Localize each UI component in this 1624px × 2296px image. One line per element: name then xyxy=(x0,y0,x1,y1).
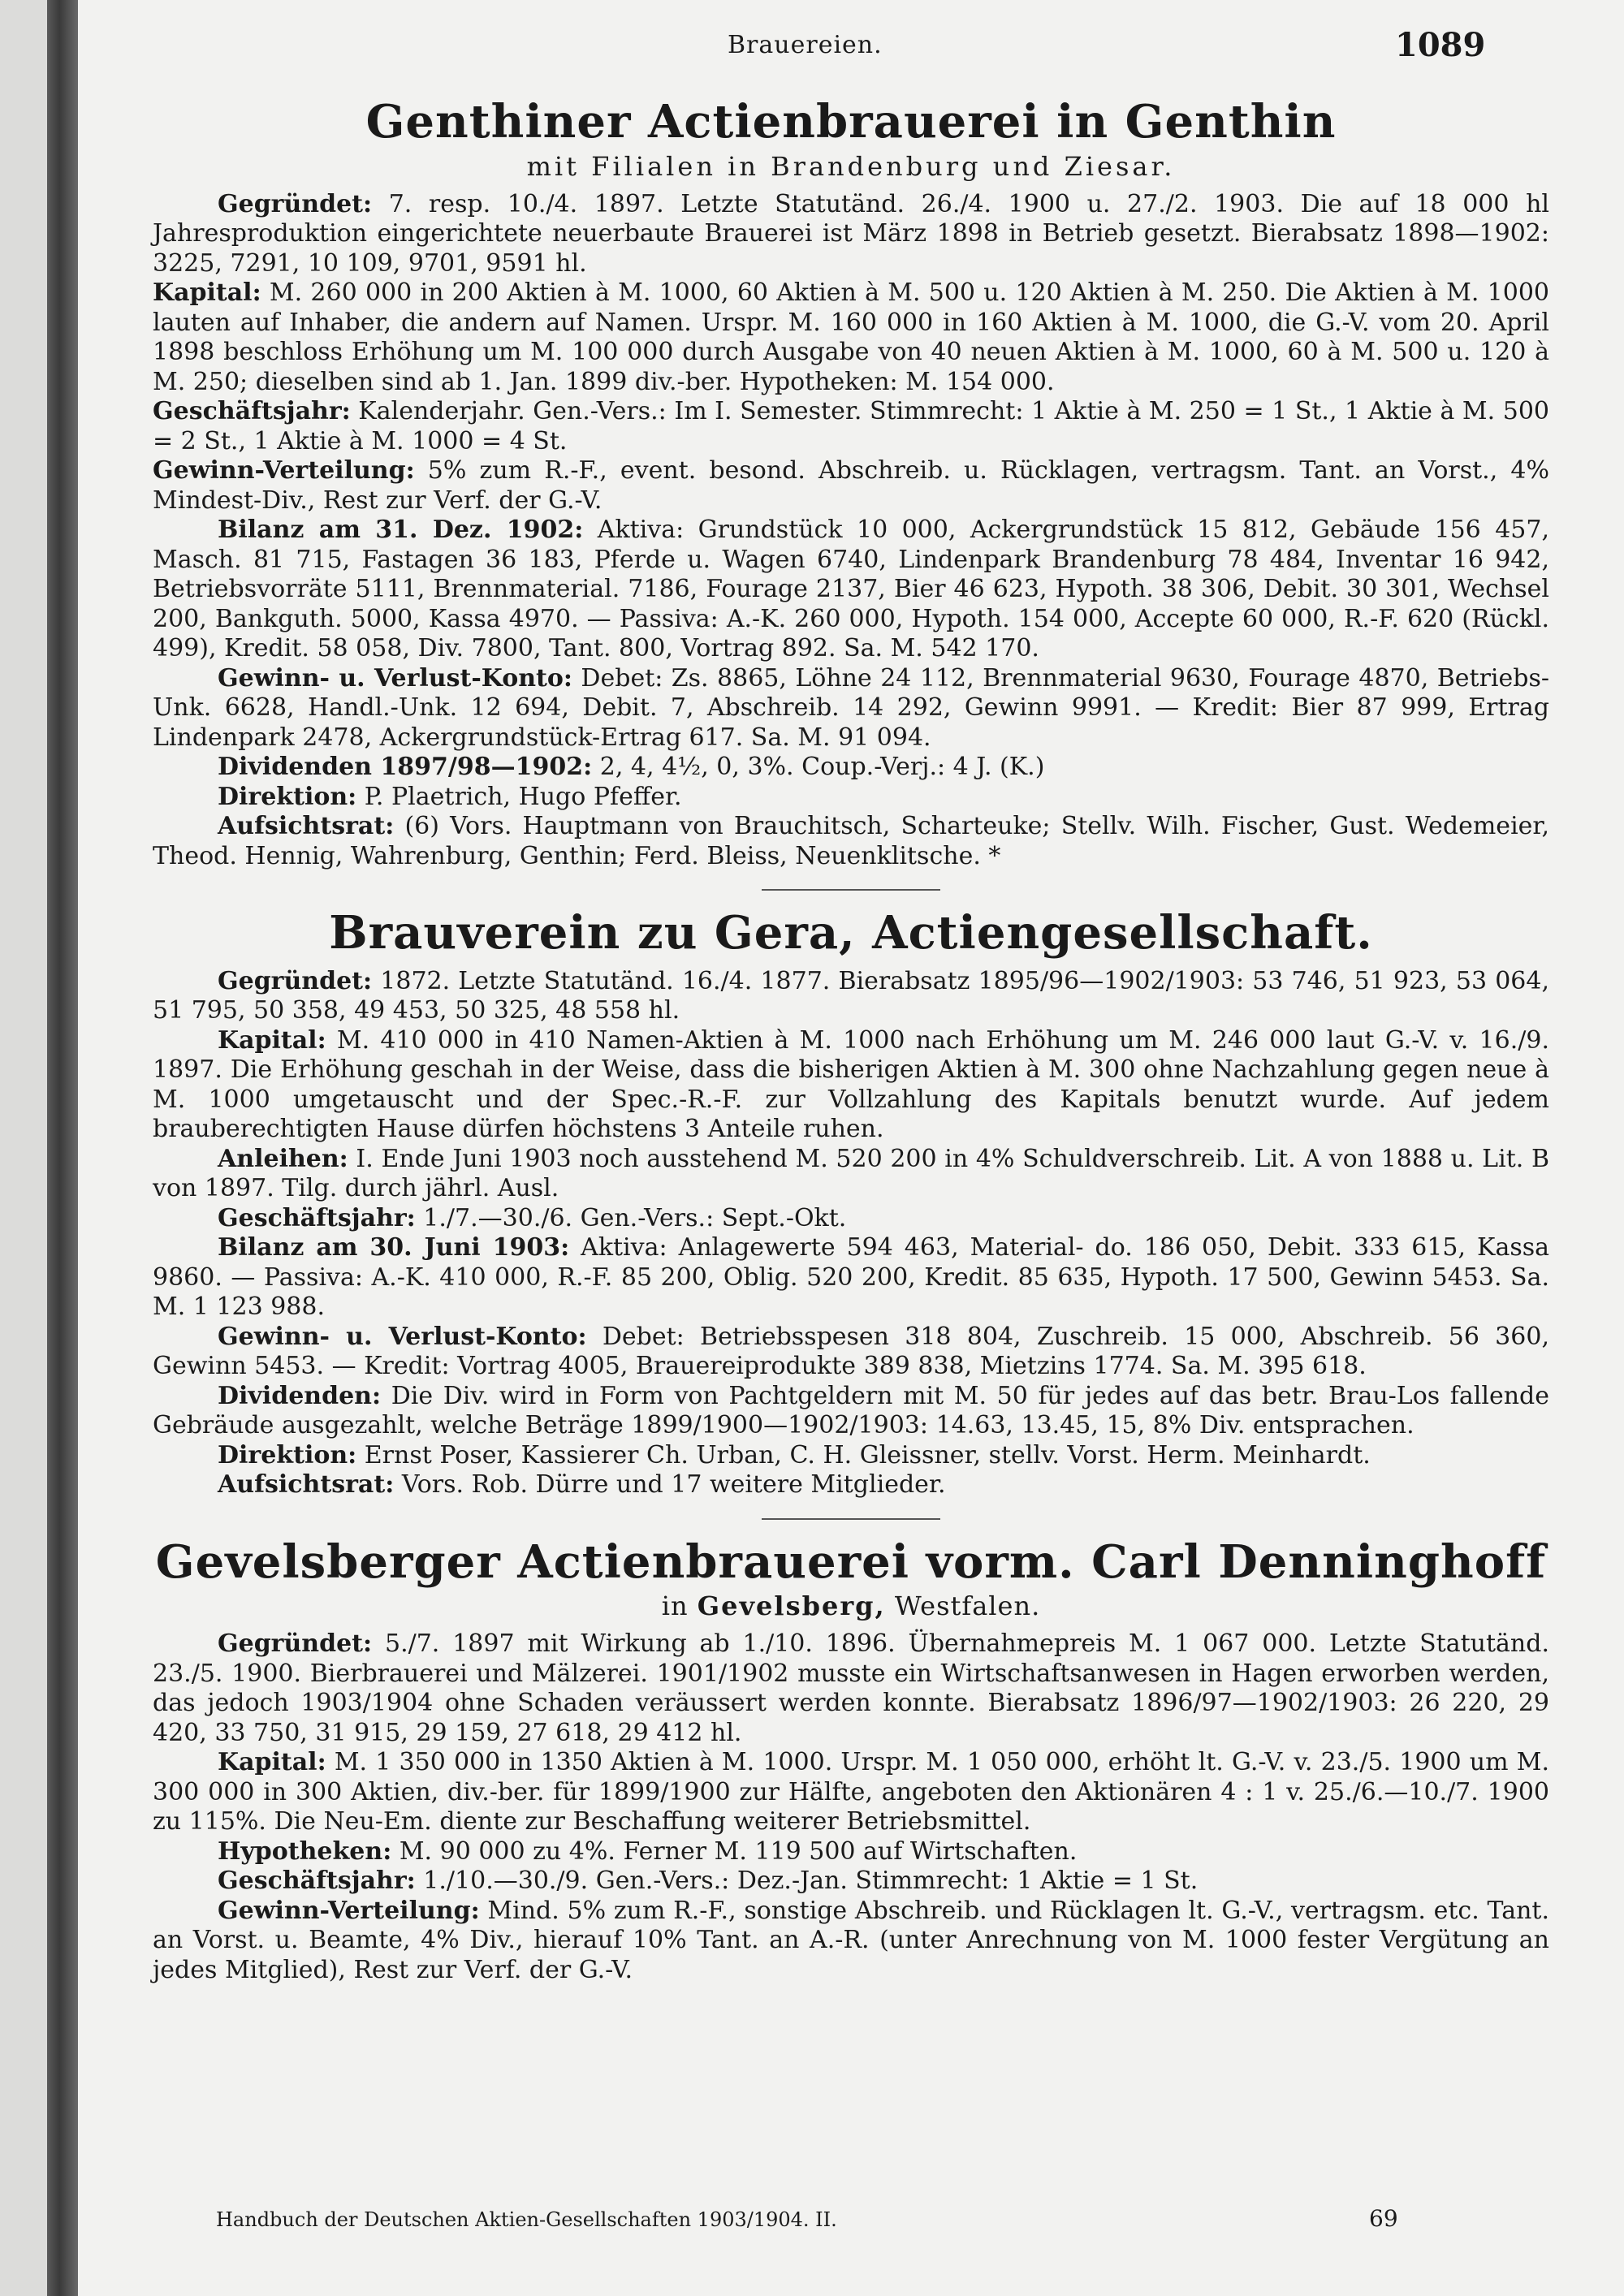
running-header xyxy=(78,26,1624,64)
paragraph-profit-loss: Gewinn- u. Verlust-Konto: Debet: Zs. 8865, Löhne 24 112, Brennmaterial 9630, Fourage 4870, Betriebs-Unk. 6628, Handl.-Unk. 12 694, Debit. 7, Abschreib. 14 292, Gewinn 9991. — Kredit: Bier 87 999, Ertrag Lindenpark 2478, Ackergrundstück-Ertrag 617. Sa. M. 91 094. xyxy=(153,663,1550,752)
company-entry xyxy=(153,1534,1549,1986)
paragraph-capital: Kapital: M. 1 350 000 in 1350 Aktien à M. 1000. Urspr. M. 1 050 000, erhöht lt. G.-V. v. 23./5. 1900 um M. 300 000 in 300 Aktien, div.-ber. für 1899/1900 zur Hälfte, angeboten den Aktionären 4 : 1 v. 25./6.—10./7. 1900 zu 115%. Die Neu-Em. diente zur Beschaffung weiterer Betriebsmittel. xyxy=(153,1748,1549,1836)
page xyxy=(78,0,1624,2296)
section-title: Brauereien. xyxy=(728,31,883,59)
company-entry xyxy=(153,908,1549,1500)
paragraph-fiscal-year: Geschäftsjahr: 1./7.—30./6. Gen.-Vers.: Sept.-Okt. xyxy=(218,1203,847,1232)
footer-text: Handbuch der Deutschen Aktien-Gesellschaften 1903/1904. II. xyxy=(216,2208,837,2231)
footer-signature: 69 xyxy=(1369,2205,1398,2232)
paragraph-fiscal-year: Geschäftsjahr: Kalenderjahr. Gen.-Vers.: Im I. Semester. Stimmrecht: 1 Aktie à M. 250 = 1 St., 1 Aktie à M. 500 = 2 St., 1 Aktie à M. 1000 = 4 St. xyxy=(153,397,1549,455)
company-subtitle: mit Filialen in Brandenburg und Ziesar. xyxy=(526,150,1176,182)
paragraph-supervisory-board: Aufsichtsrat: Vors. Rob. Dürre und 17 weitere Mitglieder. xyxy=(218,1470,946,1500)
paragraph-supervisory-board: Aufsichtsrat: (6) Vors. Hauptmann von Brauchitsch, Scharteuke; Stellv. Wilh. Fischer, Gust. Wedemeier, Theod. Hennig, Wahrenburg, Genthin; Ferd. Bleiss, Neuenklitsche. * xyxy=(153,812,1549,870)
section-divider xyxy=(762,889,940,891)
paragraph-balance: Bilanz am 30. Juni 1903: Aktiva: Anlagewerte 594 463, Material- do. 186 050, Debit. 333 615, Kassa 9860. — Passiva: A.-K. 410 000, R.-F. 85 200, Oblig. 520 200, Kredit. 85 635, Hypoth. 17 500, Gewinn 5453. Sa. M. 1 123 988. xyxy=(153,1233,1550,1322)
paragraph-management: Direktion: Ernst Poser, Kassierer Ch. Urban, C. H. Gleissner, stellv. Vorst. Herm. Meinhardt. xyxy=(218,1440,1371,1470)
content xyxy=(153,97,1549,1985)
paragraph-loans: Anleihen: I. Ende Juni 1903 noch ausstehend M. 520 200 in 4% Schuldverschreib. Lit. A von 1888 u. Lit. B von 1897. Tilg. durch jährl. Ausl. xyxy=(153,1144,1549,1203)
paragraph-mortgages: Hypotheken: M. 90 000 zu 4%. Ferner M. 119 500 auf Wirtschaften. xyxy=(218,1836,1078,1866)
paragraph-founded: Gegründet: 5./7. 1897 mit Wirkung ab 1./10. 1896. Übernahmepreis M. 1 067 000. Letzte Statutänd. 23./5. 1900. Bierbrauerei und Mälzerei. 1901/1902 musste ein Wirtschaftsanwesen in Hagen erworben werden, das jedoch 1903/1904 ohne Schaden veräussert werden konnte. Bierabsatz 1896/97—1902/1903: 26 220, 29 420, 33 750, 31 915, 29 159, 27 618, 29 412 hl. xyxy=(153,1629,1549,1747)
paragraph-management: Direktion: P. Plaetrich, Hugo Pfeffer. xyxy=(218,782,682,811)
left-page-margin xyxy=(0,0,47,2296)
page-footer xyxy=(216,2205,1580,2232)
paragraph-capital: Kapital: M. 260 000 in 200 Aktien à M. 1000, 60 Aktien à M. 500 u. 120 Aktien à M. 250. Die Aktien à M. 1000 lauten auf Inhaber, die andern auf Namen. Urspr. M. 160 000 in 160 Aktien à M. 1000, die G.-V. vom 20. April 1898 beschloss Erhöhung um M. 100 000 durch Ausgabe von 40 neuen Aktien à M. 1000, 60 à M. 500 u. 120 à M. 250; dieselben sind ab 1. Jan. 1899 div.-ber. Hypotheken: M. 154 000. xyxy=(153,278,1549,396)
paragraph-founded: Gegründet: 1872. Letzte Statutänd. 16./4. 1877. Bierabsatz 1895/96—1902/1903: 53 746, 51 923, 53 064, 51 795, 50 358, 49 453, 50 325, 48 558 hl. xyxy=(153,966,1549,1025)
paragraph-founded: Gegründet: 7. resp. 10./4. 1897. Letzte Statutänd. 26./4. 1900 u. 27./2. 1903. Die auf 18 000 hl Jahresproduktion eingerichtete neuerbaute Brauerei ist März 1898 in Betrieb gesetzt. Bierabsatz 1898—1902: 3225, 7291, 10 109, 9701, 9591 hl. xyxy=(153,189,1549,278)
paragraph-profit-loss: Gewinn- u. Verlust-Konto: Debet: Betriebsspesen 318 804, Zuschreib. 15 000, Abschreib. 56 360, Gewinn 5453. — Kredit: Vortrag 4005, Brauereiprodukte 389 838, Mietzins 1774. Sa. M. 395 618. xyxy=(153,1322,1549,1381)
paragraph-balance: Bilanz am 31. Dez. 1902: Aktiva: Grundstück 10 000, Ackergrundstück 15 812, Gebäude 156 457, Masch. 81 715, Fastagen 36 183, Pferde u. Wagen 6740, Lindenpark Brandenburg 78 484, Inventar 16 942, Betriebsvorräte 5111, Brennmaterial. 7186, Fourage 2137, Bier 46 623, Hypoth. 38 306, Debit. 30 301, Wechsel 200, Bankguth. 5000, Kassa 4970. — Passiva: A.-K. 260 000, Hypoth. 154 000, Accepte 60 000, R.-F. 620 (Rückl. 499), Kredit. 58 058, Div. 7800, Tant. 800, Vortrag 892. Sa. M. 542 170. xyxy=(153,516,1549,663)
paragraph-profit-distribution: Gewinn-Verteilung: 5% zum R.-F., event. besond. Abschreib. u. Rücklagen, vertragsm. Tant. an Vorst., 4% Mindest-Div., Rest zur Verf. der G.-V. xyxy=(153,456,1549,515)
section-divider xyxy=(762,1518,940,1520)
company-title: Brauverein zu Gera, Actiengesellschaft. xyxy=(329,906,1373,960)
paragraph-dividends: Dividenden 1897/98—1902: 2, 4, 4½, 0, 3%. Coup.-Verj.: 4 J. (K.) xyxy=(218,753,1045,782)
page-number: 1089 xyxy=(1395,26,1486,64)
paragraph-fiscal-year: Geschäftsjahr: 1./10.—30./9. Gen.-Vers.: Dez.-Jan. Stimmrecht: 1 Aktie = 1 St. xyxy=(218,1867,1199,1896)
book-spine xyxy=(47,0,78,2296)
company-entry xyxy=(153,97,1549,871)
paragraph-profit-distribution: Gewinn-Verteilung: Mind. 5% zum R.-F., sonstige Abschreib. und Rücklagen lt. G.-V., vertragsm. etc. Tant. an Vorst. u. Beamte, 4% Div., hierauf 10% Tant. an A.-R. (unter Anrechnung von M. 1000 fester Vergütung an jedes Mitglied), Rest zur Verf. der G.-V. xyxy=(153,1896,1549,1984)
paragraph-dividends: Dividenden: Die Div. wird in Form von Pachtgeldern mit M. 50 für jedes auf das betr. Brau-Los fallende Gebräude ausgezahlt, welche Beträge 1899/1900—1902/1903: 14.63, 13.45, 15, 8% Div. entsprachen. xyxy=(153,1381,1549,1440)
company-title: Gevelsberger Actienbrauerei vorm. Carl Denninghoff xyxy=(155,1534,1547,1589)
company-title: Genthiner Actienbrauerei in Genthin xyxy=(365,95,1337,149)
company-subtitle: in Gevelsberg, Westfalen. xyxy=(661,1590,1041,1622)
paragraph-capital: Kapital: M. 410 000 in 410 Namen-Aktien à M. 1000 nach Erhöhung um M. 246 000 laut G.-V. v. 16./9. 1897. Die Erhöhung geschah in der Weise, dass die bisherigen Aktien à M. 300 ohne Nachzahlung gegen neue à M. 1000 umgetauscht und der Spec.-R.-F. zur Vollzahlung des Kapitals benutzt wurde. Auf jedem brauberechtigten Hause dürfen höchstens 3 Anteile ruhen. xyxy=(153,1025,1549,1144)
